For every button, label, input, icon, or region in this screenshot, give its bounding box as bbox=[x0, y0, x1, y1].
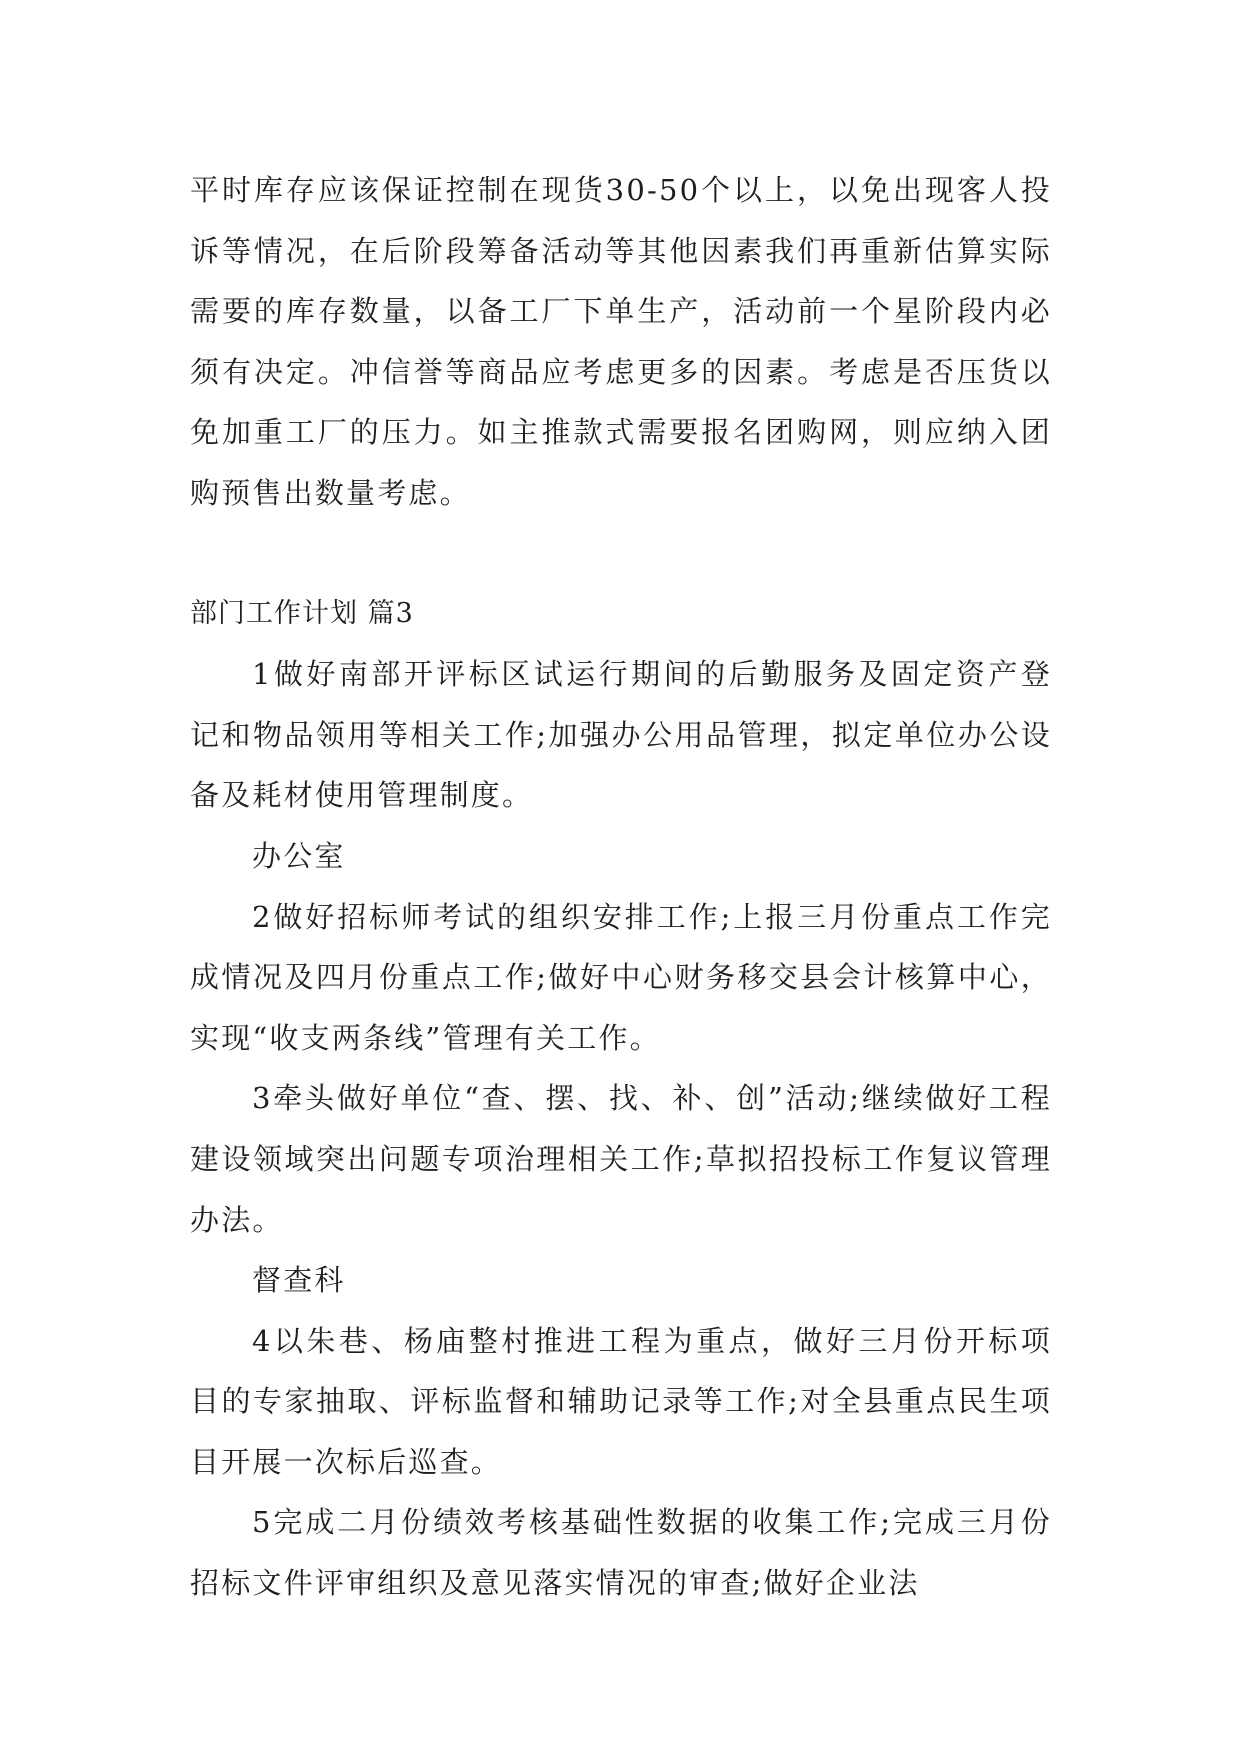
plan-item-5: 5完成二月份绩效考核基础性数据的收集工作;完成三月份招标文件评审组织及意见落实情况的审查;做好企业法 bbox=[190, 1505, 1052, 1601]
plan-item-2: 2做好招标师考试的组织安排工作;上报三月份重点工作完成情况及四月份重点工作;做好中心财务移交县会计核算中心，实现“收支两条线”管理有关工作。 bbox=[190, 899, 1052, 1055]
intro-paragraph: 平时库存应该保证控制在现货30-50个以上，以免出现客人投诉等情况，在后阶段筹备活动等其他因素我们再重新估算实际需要的库存数量，以备工厂下单生产，活动前一个星阶段内必须有决定。冲信誉等商品应考虑更多的因素。考虑是否压货以免加重工厂的压力。如主推款式需要报名团购网，则应纳入团购预售出数量考虑。 bbox=[190, 173, 1052, 510]
plan-item-3: 3牵头做好单位“查、摆、找、补、创”活动;继续做好工程建设领域突出问题专项治理相关工作;草拟招投标工作复议管理办法。 bbox=[190, 1081, 1052, 1237]
section-title: 部门工作计划 篇3 bbox=[190, 597, 414, 629]
department-label-inspection: 督查科 bbox=[252, 1263, 346, 1298]
department-label-office: 办公室 bbox=[252, 838, 346, 873]
paragraph-spacer bbox=[190, 524, 1052, 584]
plan-item-1: 1做好南部开评标区试运行期间的后勤服务及固定资产登记和物品领用等相关工作;加强办公用品管理，拟定单位办公设备及耗材使用管理制度。 bbox=[190, 657, 1052, 813]
plan-item-4: 4以朱巷、杨庙整村推进工程为重点，做好三月份开标项目的专家抽取、评标监督和辅助记录等工作;对全县重点民生项目开展一次标后巡查。 bbox=[190, 1323, 1052, 1479]
document-body bbox=[190, 160, 1052, 1614]
